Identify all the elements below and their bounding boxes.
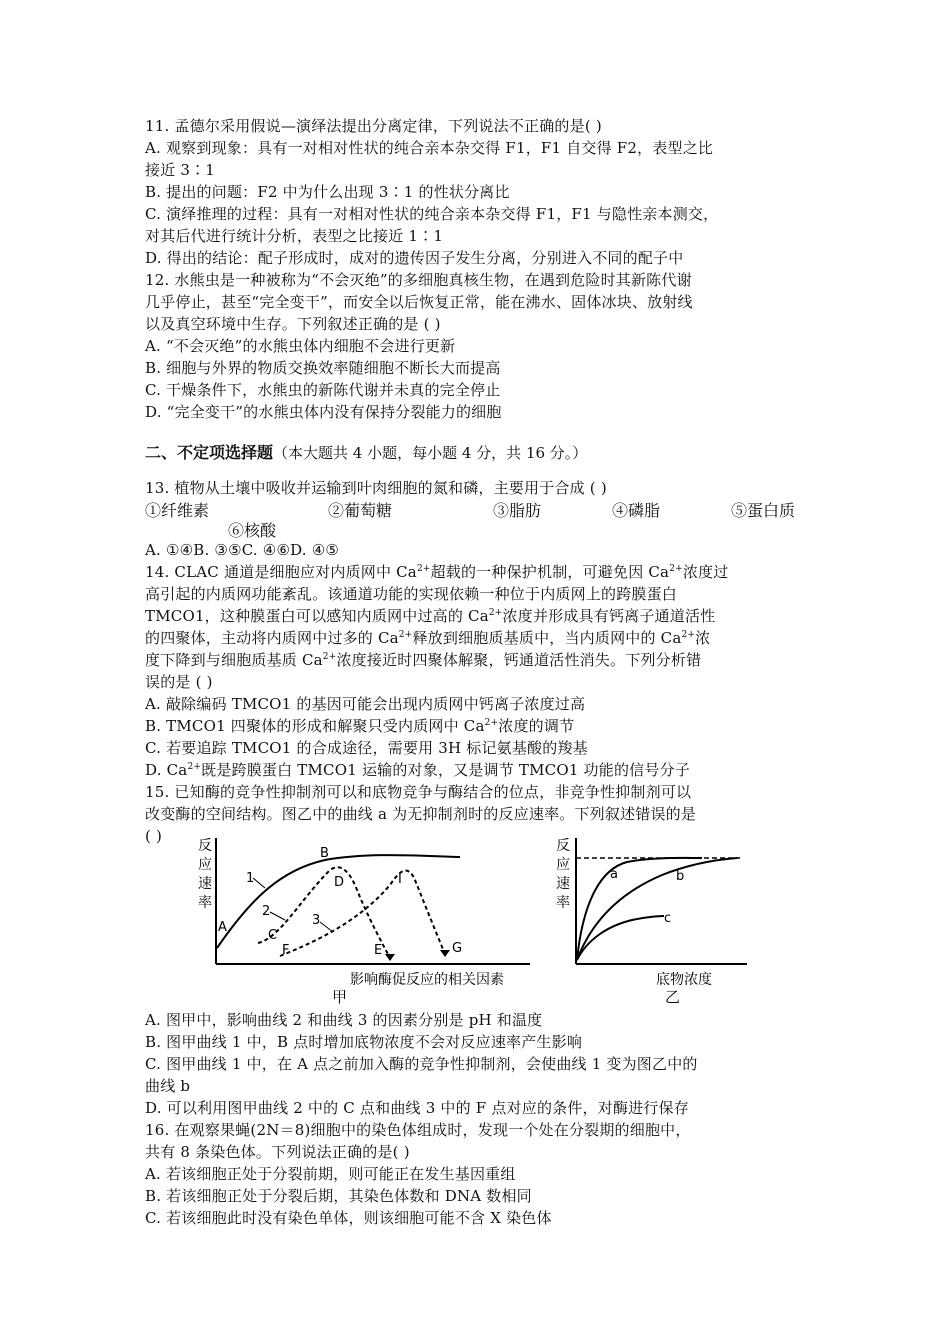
figure-yi-curve-label: a (610, 867, 618, 882)
q13-item: ⑤蛋白质 (731, 501, 796, 520)
figure-jia-curve-3 (280, 871, 445, 956)
figure-jia-ylabel: 反 (198, 838, 212, 854)
q15-option-b: B. 图甲曲线 1 中，B 点时增加底物浓度不会对反应速率产生影响 (145, 1033, 583, 1051)
q13-item: ①纤维素 (145, 501, 210, 520)
figure-yi-curve-b (577, 858, 737, 960)
q14-stem-cont: 高引起的内质网功能紊乱。该通道功能的实现依赖一种位于内质网上的跨膜蛋白 (145, 585, 678, 603)
figure-jia-point: A (218, 920, 227, 935)
figure-yi-curve-c (577, 916, 664, 960)
figure-jia (190, 830, 540, 1010)
q11-option-c: C. 演绎推理的过程：具有一对相对性状的纯合亲本杂交得 F1，F1 与隐性亲本测交， (145, 205, 719, 223)
q11-option-d: D. 得出的结论：配子形成时，成对的遗传因子发生分离，分别进入不同的配子中 (145, 249, 684, 267)
svg-text:速: 速 (198, 876, 212, 892)
svg-text:速: 速 (556, 876, 570, 892)
q12-stem-cont: 以及真空环境中生存。下列叙述正确的是 ( ) (145, 315, 441, 333)
q13-options: A. ①④B. ③⑤C. ④⑥D. ④⑤ (145, 541, 340, 559)
q11-stem: 11. 孟德尔采用假说—演绎法提出分离定律，下列说法不正确的是( ) (145, 117, 602, 135)
q14-stem: 14. CLAC 通道是细胞应对内质网中 $Ca^{2+}$超载的一种保护机制，可避免因 $Ca^{2+}$浓度过 (145, 563, 729, 581)
q13-stem: 13. 植物从土壤中吸收并运输到叶肉细胞的氮和磷，主要用于合成 ( ) (145, 479, 607, 497)
q11-option-c-cont: 对其后代进行统计分析，表型之比接近 1∶1 (145, 227, 444, 245)
figure-jia-caption: 甲 (332, 988, 348, 1006)
figure-jia-point: F (282, 943, 290, 958)
q16-option-a: A. 若该细胞正处于分裂前期，则可能正在发生基因重组 (145, 1165, 516, 1183)
figure-yi-xlabel: 底物浓度 (656, 972, 712, 988)
q15-stem-cont: 改变酶的空间结构。图乙中的曲线 a 为无抑制剂时的反应速率。下列叙述错误的是 (145, 805, 697, 823)
figure-jia-point: C (268, 928, 278, 943)
figure-jia-point: D (334, 875, 345, 890)
figure-yi-curve-label: c (664, 911, 672, 926)
section-note: （本大题共 4 小题，每小题 4 分，共 16 分。） (273, 444, 588, 462)
figure-jia-curve-label: 3 (312, 913, 321, 928)
svg-text:应: 应 (198, 857, 212, 873)
q11-option-b: B. 提出的问题：F2 中为什么出现 3∶1 的性状分离比 (145, 183, 510, 201)
section-heading (145, 440, 587, 463)
figure-jia-xlabel: 影响酶促反应的相关因素 (350, 972, 504, 988)
figure-jia-point: I (398, 872, 402, 887)
figure-yi-curve-label: b (676, 869, 685, 884)
q12-option-a: A. “不会灭绝”的水熊虫体内细胞不会进行更新 (145, 337, 456, 355)
figure-jia-point: E (374, 943, 383, 958)
q12-stem: 12. 水熊虫是一种被称为“不会灭绝”的多细胞真核生物，在遇到危险时其新陈代谢 (145, 271, 692, 289)
figure-yi-caption: 乙 (665, 988, 681, 1006)
q12-option-b: B. 细胞与外界的物质交换效率随细胞不断长大而提高 (145, 359, 501, 377)
q14-stem-cont: 误的是 ( ) (145, 673, 213, 691)
q12-option-d: D. “完全变干”的水熊虫体内没有保持分裂能力的细胞 (145, 403, 502, 421)
q14-stem-cont: 的四聚体，主动将内质网中过多的 $Ca^{2+}$释放到细胞质基质中，当内质网中的 $Ca^{2+}$浓 (145, 629, 711, 647)
q12-stem-cont: 几乎停止，甚至“完全变干”，而安全以后恢复正常，能在沸水、固体冰块、放射线 (145, 293, 693, 311)
q13-item: ③脂肪 (493, 501, 542, 520)
svg-text:应: 应 (556, 857, 570, 873)
svg-text:率: 率 (556, 895, 570, 911)
q14-option-c: C. 若要追踪 TMCO1 的合成途径，需要用 3H 标记氨基酸的羧基 (145, 739, 588, 757)
q15-stem-cont: ( ) (145, 827, 163, 845)
q11-option-a-cont: 接近 3∶1 (145, 161, 216, 179)
q15-stem: 15. 已知酶的竞争性抑制剂可以和底物竞争与酶结合的位点，非竞争性抑制剂可以 (145, 783, 692, 801)
q16-option-c: C. 若该细胞此时没有染色单体，则该细胞可能不含 X 染色体 (145, 1209, 552, 1227)
q14-option-a: A. 敲除编码 TMCO1 的基因可能会出现内质网中钙离子浓度过高 (145, 695, 586, 713)
figure-jia-curve-label: 1 (246, 871, 255, 886)
q12-option-c: C. 干燥条件下，水熊虫的新陈代谢并未真的完全停止 (145, 381, 501, 399)
q15-option-c: C. 图甲曲线 1 中，在 A 点之前加入酶的竞争性抑制剂，会使曲线 1 变为图乙中的 (145, 1055, 698, 1073)
figure-jia-point: G (452, 941, 463, 956)
q14-option-b: B. TMCO1 四聚体的形成和解聚只受内质网中 $Ca^{2+}$浓度的调节 (145, 717, 575, 735)
q14-stem-cont: 度下降到与细胞质基质 $Ca^{2+}$浓度接近时四聚体解聚，钙通道活性消失。下列分析错 (145, 651, 702, 669)
svg-text:率: 率 (198, 895, 212, 911)
q14-stem-cont: TMCO1，这种膜蛋白可以感知内质网中过高的 $Ca^{2+}$浓度并形成具有钙离子通道活性 (145, 607, 716, 625)
q16-option-b: B. 若该细胞正处于分裂后期，其染色体数和 DNA 数相同 (145, 1187, 532, 1205)
q15-option-d: D. 可以利用图甲曲线 2 中的 C 点和曲线 3 中的 F 点对应的条件，对酶进行保存 (145, 1099, 689, 1117)
q13-item: ④磷脂 (612, 501, 661, 520)
q15-option-a: A. 图甲中，影响曲线 2 和曲线 3 的因素分别是 pH 和温度 (145, 1011, 543, 1029)
q15-option-c-cont: 曲线 b (145, 1077, 191, 1095)
figure-yi (552, 830, 752, 1010)
q14-option-d: D. $Ca^{2+}$既是跨膜蛋白 TMCO1 运输的对象，又是调节 TMCO1 功能的信号分子 (145, 761, 690, 779)
figure-jia-point: B (320, 846, 329, 861)
section-title: 二、不定项选择题 (145, 443, 274, 462)
q13-item: ⑥核酸 (228, 521, 277, 540)
figure-jia-curve-label: 2 (262, 904, 271, 919)
q11-option-a: A. 观察到现象：具有一对相对性状的纯合亲本杂交得 F1，F1 自交得 F2，表型之比 (145, 139, 714, 157)
q16-stem-cont: 共有 8 条染色体。下列说法正确的是( ) (145, 1143, 410, 1161)
q16-stem: 16. 在观察果蝇(2N＝8)细胞中的染色体组成时，发现一个处在分裂期的细胞中， (145, 1121, 691, 1139)
figure-yi-ylabel: 反 (556, 838, 570, 854)
q13-item: ②葡萄糖 (328, 501, 393, 520)
